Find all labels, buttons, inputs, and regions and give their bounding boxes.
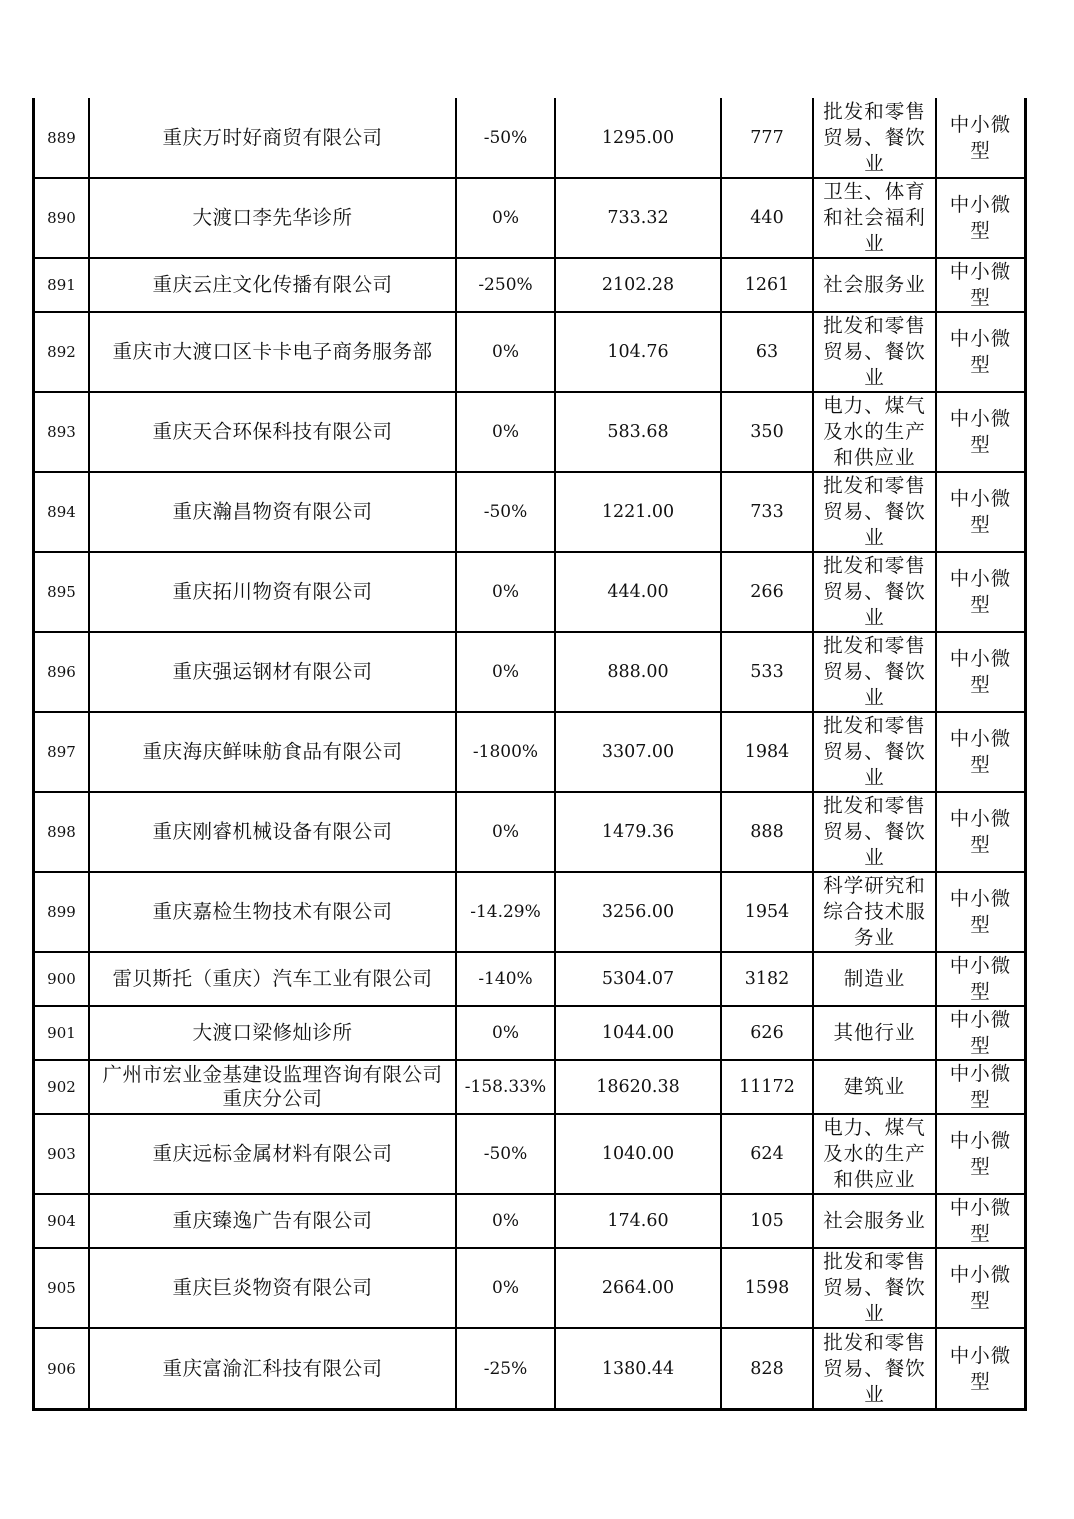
- company-name: 重庆天合环保科技有限公司: [152, 420, 393, 443]
- company-name-cell: [89, 632, 456, 712]
- count-value-cell: [721, 1328, 813, 1408]
- company-name-cell: [89, 312, 456, 392]
- enterprise-type: 中小微型: [949, 1263, 1012, 1312]
- change-percent: -250%: [478, 275, 533, 295]
- enterprise-type-cell: [936, 98, 1024, 178]
- amount-value-cell: [555, 178, 721, 258]
- industry-category: 批发和零售贸易、餐饮业: [823, 634, 926, 709]
- count-value: 266: [750, 582, 784, 602]
- change-percent: 0%: [492, 1211, 519, 1231]
- amount-value: 733.32: [607, 208, 669, 228]
- change-percent-cell: [456, 392, 555, 472]
- amount-value: 2102.28: [601, 275, 675, 295]
- company-name: 雷贝斯托（重庆）汽车工业有限公司: [112, 967, 433, 990]
- count-value-cell: [721, 632, 813, 712]
- row-number-cell: [35, 712, 89, 792]
- company-name: 重庆瀚昌物资有限公司: [172, 500, 373, 523]
- enterprise-type: 中小微型: [949, 807, 1012, 856]
- change-percent-cell: [456, 312, 555, 392]
- company-name: 重庆嘉检生物技术有限公司: [152, 900, 393, 923]
- change-percent: -25%: [483, 1358, 528, 1379]
- row-number: 896: [47, 663, 76, 681]
- count-value-cell: [721, 178, 813, 258]
- count-value: 1598: [744, 1278, 790, 1298]
- table-row: [35, 1060, 1024, 1114]
- industry-category: 卫生、体育和社会福利业: [823, 180, 926, 255]
- enterprise-type: 中小微型: [949, 1196, 1012, 1245]
- enterprise-type: 中小微型: [949, 1129, 1012, 1178]
- industry-category-cell: [813, 1114, 936, 1194]
- row-number: 903: [47, 1145, 76, 1163]
- table-body: [35, 98, 1024, 1408]
- row-number: 900: [47, 970, 76, 988]
- company-name: 重庆强运钢材有限公司: [172, 660, 373, 683]
- amount-value: 3307.00: [601, 742, 675, 762]
- company-name-cell: [89, 1114, 456, 1194]
- change-percent: 0%: [492, 422, 519, 442]
- row-number: 891: [47, 276, 76, 294]
- industry-category: 批发和零售贸易、餐饮业: [823, 474, 926, 549]
- industry-category-cell: [813, 1194, 936, 1248]
- company-name: 重庆富渝汇科技有限公司: [162, 1356, 383, 1380]
- amount-value: 583.68: [607, 422, 669, 442]
- company-name: 重庆万时好商贸有限公司: [162, 125, 383, 149]
- company-name-cell: [89, 712, 456, 792]
- row-number: 895: [47, 583, 76, 601]
- change-percent: -50%: [483, 1144, 528, 1164]
- amount-value: 5304.07: [601, 969, 675, 989]
- industry-category: 电力、煤气及水的生产和供应业: [823, 1116, 926, 1191]
- industry-category: 批发和零售贸易、餐饮业: [823, 1330, 926, 1406]
- table-row: [35, 792, 1024, 872]
- amount-value-cell: [555, 1328, 721, 1408]
- count-value-cell: [721, 712, 813, 792]
- company-name: 重庆远标金属材料有限公司: [152, 1142, 393, 1165]
- row-number-cell: [35, 178, 89, 258]
- row-number: 898: [47, 823, 76, 841]
- row-number-cell: [35, 632, 89, 712]
- amount-value: 444.00: [607, 582, 669, 602]
- row-number-cell: [35, 872, 89, 952]
- count-value-cell: [721, 392, 813, 472]
- enterprise-type: 中小微型: [949, 1062, 1012, 1111]
- company-name: 大渡口梁修灿诊所: [192, 1021, 353, 1044]
- industry-category-cell: [813, 792, 936, 872]
- enterprise-table-container: [32, 98, 1027, 1411]
- amount-value-cell: [555, 258, 721, 312]
- count-value: 1261: [744, 275, 790, 295]
- industry-category-cell: [813, 1006, 936, 1060]
- industry-category-cell: [813, 1060, 936, 1114]
- enterprise-type-cell: [936, 312, 1024, 392]
- table-row: [35, 1114, 1024, 1194]
- count-value-cell: [721, 312, 813, 392]
- enterprise-type-cell: [936, 1248, 1024, 1328]
- industry-category-cell: [813, 952, 936, 1006]
- change-percent-cell: [456, 792, 555, 872]
- amount-value-cell: [555, 712, 721, 792]
- amount-value-cell: [555, 632, 721, 712]
- table-row: [35, 952, 1024, 1006]
- enterprise-type-cell: [936, 552, 1024, 632]
- change-percent: 0%: [492, 822, 519, 842]
- count-value-cell: [721, 98, 813, 178]
- company-name-cell: [89, 1060, 456, 1114]
- row-number-cell: [35, 952, 89, 1006]
- enterprise-type-cell: [936, 872, 1024, 952]
- enterprise-table: [35, 98, 1024, 1408]
- count-value-cell: [721, 1114, 813, 1194]
- industry-category-cell: [813, 98, 936, 178]
- change-percent-cell: [456, 1194, 555, 1248]
- company-name-cell: [89, 792, 456, 872]
- count-value: 11172: [739, 1077, 795, 1097]
- count-value-cell: [721, 952, 813, 1006]
- industry-category-cell: [813, 1248, 936, 1328]
- change-percent-cell: [456, 1328, 555, 1408]
- row-number-cell: [35, 392, 89, 472]
- table-row: [35, 712, 1024, 792]
- enterprise-type-cell: [936, 712, 1024, 792]
- row-number: 904: [47, 1212, 76, 1230]
- enterprise-type: 中小微型: [949, 1343, 1012, 1393]
- enterprise-type: 中小微型: [949, 887, 1012, 936]
- amount-value-cell: [555, 552, 721, 632]
- amount-value-cell: [555, 312, 721, 392]
- row-number: 889: [47, 128, 76, 147]
- industry-category-cell: [813, 472, 936, 552]
- enterprise-type: 中小微型: [949, 193, 1012, 242]
- company-name-cell: [89, 258, 456, 312]
- company-name: 重庆云庄文化传播有限公司: [152, 273, 393, 296]
- industry-category-cell: [813, 392, 936, 472]
- industry-category: 其他行业: [833, 1021, 916, 1044]
- enterprise-type: 中小微型: [949, 112, 1012, 162]
- company-name-cell: [89, 1248, 456, 1328]
- industry-category-cell: [813, 872, 936, 952]
- change-percent-cell: [456, 472, 555, 552]
- enterprise-type: 中小微型: [949, 407, 1012, 456]
- change-percent-cell: [456, 1060, 555, 1114]
- company-name-cell: [89, 392, 456, 472]
- amount-value: 1044.00: [601, 1023, 675, 1043]
- change-percent: -14.29%: [470, 902, 541, 922]
- enterprise-type-cell: [936, 472, 1024, 552]
- company-name-cell: [89, 472, 456, 552]
- amount-value: 2664.00: [601, 1278, 675, 1298]
- amount-value-cell: [555, 98, 721, 178]
- row-number: 894: [47, 503, 76, 521]
- industry-category: 科学研究和综合技术服务业: [823, 874, 926, 949]
- amount-value-cell: [555, 1006, 721, 1060]
- change-percent: -50%: [483, 502, 528, 522]
- company-name-cell: [89, 1194, 456, 1248]
- row-number: 902: [47, 1078, 76, 1096]
- company-name-cell: [89, 952, 456, 1006]
- count-value: 888: [750, 822, 784, 842]
- row-number-cell: [35, 258, 89, 312]
- enterprise-type-cell: [936, 258, 1024, 312]
- count-value: 626: [750, 1023, 784, 1043]
- enterprise-type: 中小微型: [949, 567, 1012, 616]
- industry-category: 批发和零售贸易、餐饮业: [823, 99, 926, 175]
- company-name-cell: [89, 98, 456, 178]
- change-percent: 0%: [492, 662, 519, 682]
- count-value-cell: [721, 552, 813, 632]
- industry-category-cell: [813, 258, 936, 312]
- amount-value: 888.00: [607, 662, 669, 682]
- industry-category-cell: [813, 178, 936, 258]
- amount-value: 104.76: [607, 342, 669, 362]
- change-percent-cell: [456, 98, 555, 178]
- count-value-cell: [721, 472, 813, 552]
- row-number-cell: [35, 552, 89, 632]
- company-name: 大渡口李先华诊所: [192, 206, 353, 229]
- row-number: 892: [47, 343, 76, 361]
- enterprise-type: 中小微型: [949, 327, 1012, 376]
- count-value-cell: [721, 1060, 813, 1114]
- row-number-cell: [35, 98, 89, 178]
- amount-value-cell: [555, 952, 721, 1006]
- change-percent-cell: [456, 952, 555, 1006]
- company-name-cell: [89, 1006, 456, 1060]
- row-number-cell: [35, 792, 89, 872]
- company-name: 重庆海庆鲜味舫食品有限公司: [142, 740, 403, 763]
- change-percent-cell: [456, 632, 555, 712]
- industry-category-cell: [813, 1328, 936, 1408]
- industry-category-cell: [813, 552, 936, 632]
- change-percent-cell: [456, 258, 555, 312]
- industry-category: 批发和零售贸易、餐饮业: [823, 714, 926, 789]
- enterprise-type-cell: [936, 1114, 1024, 1194]
- row-number-cell: [35, 472, 89, 552]
- count-value-cell: [721, 1248, 813, 1328]
- row-number-cell: [35, 1006, 89, 1060]
- amount-value-cell: [555, 792, 721, 872]
- change-percent-cell: [456, 552, 555, 632]
- company-name-cell: [89, 178, 456, 258]
- industry-category: 制造业: [843, 967, 906, 990]
- change-percent: -140%: [478, 969, 533, 989]
- row-number-cell: [35, 1248, 89, 1328]
- company-name: 重庆市大渡口区卡卡电子商务服务部: [112, 340, 433, 363]
- amount-value: 1479.36: [601, 822, 675, 842]
- amount-value: 1221.00: [601, 502, 675, 522]
- table-row: [35, 872, 1024, 952]
- enterprise-type: 中小微型: [949, 487, 1012, 536]
- count-value-cell: [721, 1194, 813, 1248]
- count-value-cell: [721, 872, 813, 952]
- change-percent: 0%: [492, 342, 519, 362]
- count-value: 777: [750, 127, 784, 148]
- enterprise-type-cell: [936, 632, 1024, 712]
- count-value: 105: [750, 1211, 784, 1231]
- row-number: 901: [47, 1024, 76, 1042]
- count-value-cell: [721, 1006, 813, 1060]
- company-name: 重庆巨炎物资有限公司: [172, 1276, 373, 1299]
- change-percent: 0%: [492, 582, 519, 602]
- table-row: [35, 312, 1024, 392]
- enterprise-type-cell: [936, 1194, 1024, 1248]
- enterprise-type-cell: [936, 1328, 1024, 1408]
- amount-value: 18620.38: [596, 1077, 680, 1097]
- amount-value-cell: [555, 1114, 721, 1194]
- table-row: [35, 392, 1024, 472]
- count-value: 63: [755, 342, 779, 362]
- change-percent: -1800%: [472, 742, 539, 762]
- change-percent-cell: [456, 872, 555, 952]
- row-number-cell: [35, 312, 89, 392]
- change-percent: -50%: [483, 127, 528, 148]
- amount-value-cell: [555, 472, 721, 552]
- change-percent: -158.33%: [464, 1077, 547, 1097]
- row-number-cell: [35, 1114, 89, 1194]
- count-value: 733: [750, 502, 784, 522]
- count-value: 533: [750, 662, 784, 682]
- change-percent-cell: [456, 1114, 555, 1194]
- table-row: [35, 258, 1024, 312]
- industry-category: 批发和零售贸易、餐饮业: [823, 794, 926, 869]
- count-value: 1984: [744, 742, 790, 762]
- industry-category: 批发和零售贸易、餐饮业: [823, 314, 926, 389]
- industry-category: 社会服务业: [823, 1209, 926, 1232]
- count-value: 624: [750, 1144, 784, 1164]
- table-row: [35, 1194, 1024, 1248]
- company-name: 重庆拓川物资有限公司: [172, 580, 373, 603]
- change-percent-cell: [456, 712, 555, 792]
- amount-value-cell: [555, 392, 721, 472]
- row-number: 906: [47, 1359, 76, 1378]
- row-number: 897: [47, 743, 76, 761]
- amount-value-cell: [555, 872, 721, 952]
- row-number-cell: [35, 1194, 89, 1248]
- amount-value: 174.60: [607, 1211, 669, 1231]
- amount-value: 1295.00: [601, 127, 675, 148]
- change-percent: 0%: [492, 1278, 519, 1298]
- amount-value-cell: [555, 1248, 721, 1328]
- count-value: 3182: [744, 969, 790, 989]
- amount-value: 3256.00: [601, 902, 675, 922]
- company-name: 重庆臻逸广告有限公司: [172, 1209, 373, 1232]
- company-name-cell: [89, 872, 456, 952]
- amount-value-cell: [555, 1194, 721, 1248]
- change-percent: 0%: [492, 208, 519, 228]
- change-percent-cell: [456, 1248, 555, 1328]
- count-value: 440: [750, 208, 784, 228]
- industry-category: 批发和零售贸易、餐饮业: [823, 554, 926, 629]
- row-number-cell: [35, 1060, 89, 1114]
- industry-category: 批发和零售贸易、餐饮业: [823, 1250, 926, 1325]
- enterprise-type-cell: [936, 792, 1024, 872]
- table-row: [35, 1006, 1024, 1060]
- table-row: [35, 178, 1024, 258]
- count-value: 828: [750, 1358, 784, 1379]
- row-number: 905: [47, 1279, 76, 1297]
- amount-value: 1380.44: [601, 1358, 675, 1379]
- enterprise-type: 中小微型: [949, 1008, 1012, 1057]
- industry-category-cell: [813, 712, 936, 792]
- enterprise-type: 中小微型: [949, 647, 1012, 696]
- company-name-cell: [89, 1328, 456, 1408]
- count-value-cell: [721, 258, 813, 312]
- industry-category-cell: [813, 312, 936, 392]
- amount-value: 1040.00: [601, 1144, 675, 1164]
- table-row: [35, 1248, 1024, 1328]
- count-value: 350: [750, 422, 784, 442]
- table-row: [35, 632, 1024, 712]
- industry-category: 社会服务业: [823, 273, 926, 296]
- count-value-cell: [721, 792, 813, 872]
- row-number: 893: [47, 423, 76, 441]
- industry-category-cell: [813, 632, 936, 712]
- table-row: [35, 552, 1024, 632]
- count-value: 1954: [744, 902, 790, 922]
- table-row: [35, 1328, 1024, 1408]
- company-name: 重庆刚睿机械设备有限公司: [152, 820, 393, 843]
- change-percent-cell: [456, 178, 555, 258]
- enterprise-type: 中小微型: [949, 260, 1012, 309]
- change-percent: 0%: [492, 1023, 519, 1043]
- industry-category: 建筑业: [843, 1075, 906, 1098]
- company-name: 广州市宏业金基建设监理咨询有限公司重庆分公司: [102, 1063, 443, 1110]
- enterprise-type: 中小微型: [949, 727, 1012, 776]
- enterprise-type-cell: [936, 952, 1024, 1006]
- industry-category: 电力、煤气及水的生产和供应业: [823, 394, 926, 469]
- table-row: [35, 472, 1024, 552]
- change-percent-cell: [456, 1006, 555, 1060]
- amount-value-cell: [555, 1060, 721, 1114]
- enterprise-type-cell: [936, 1006, 1024, 1060]
- row-number-cell: [35, 1328, 89, 1408]
- company-name-cell: [89, 552, 456, 632]
- enterprise-type-cell: [936, 1060, 1024, 1114]
- enterprise-type-cell: [936, 392, 1024, 472]
- row-number: 899: [47, 903, 76, 921]
- enterprise-type: 中小微型: [949, 954, 1012, 1003]
- enterprise-type-cell: [936, 178, 1024, 258]
- table-row: [35, 98, 1024, 178]
- row-number: 890: [47, 209, 76, 227]
